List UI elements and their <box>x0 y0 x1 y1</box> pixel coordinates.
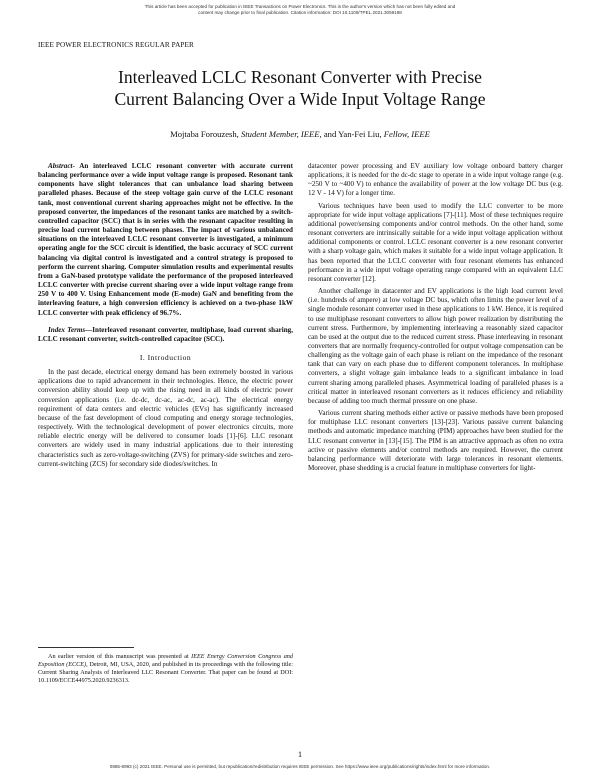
paper-title <box>20 66 580 110</box>
author-2-name: and Yan-Fei Liu, <box>323 129 382 139</box>
right-column <box>308 162 563 473</box>
left-column <box>38 162 293 469</box>
section-heading-introduction: I. Introduction <box>139 352 192 362</box>
title-line-1: Interleaved LCLC Resonant Converter with Precise <box>118 67 482 87</box>
index-terms <box>38 326 293 344</box>
copyright-notice: 0885-8993 (c) 2021 IEEE. Personal use is permitted, but republication/redistribution requires IEEE permission. See https://www.ieee.org/publications/rights/index.html for more information. <box>109 764 491 769</box>
intro-paragraph-1: In the past decade, electrical energy demand has been extremely boosted in various applications due to rapid advancement in their technologies. Hence, the electric power conversion ability should keep up with the rising need in all kinds of electric power conversion applications (i.e. dc-dc, dc-ac, ac-dc, ac-ac). The electrical energy requirement of data centers and electric vehicles (EVs) has significantly increased because of the fast development of cloud computing and energy storage technologies, respectively. With the technological development of power electronics circuits, more reliable electric energy will be delivered to consumer loads [1]-[6]. LLC resonant converters are widely used in many industrial applications due to their interesting characteristics such as zero-voltage-switching (ZVS) for primary-side switches and zero-current-switching (ZCS) for secondary side diodes/switches. In <box>38 368 293 468</box>
journal-header: IEEE POWER ELECTRONICS REGULAR PAPER <box>38 41 194 49</box>
footnote-part-1: An earlier version of this manuscript was presented at <box>48 653 189 660</box>
publication-notice <box>0 4 600 16</box>
index-terms-text: —Interleaved resonant converter, multiphase, load current sharing, LCLC resonant converter, switch-controlled capacitor (SCC). <box>38 325 294 343</box>
author-1-role: Student Member, IEEE, <box>241 129 322 139</box>
footnote-part-2: , Detroit, MI, USA, 2020, and published in its proceedings with the following title: Current Sharing Analysis of Interleaved LLC Resonant Converter. That paper can be found at DOI: 10.1109/ECCE44975.2020.9236313. <box>38 661 294 684</box>
body-paragraph-1: datacenter power processing and EV auxiliary low voltage onboard battery charger applications, it is needed for the dc-dc stage to operate in a wide input voltage range (e.g. ~250 V to ~400 V) to enhance the availability of power at the low voltage DC bus (e.g. 12 V - 14 V) for a longer time. <box>308 162 563 198</box>
body-paragraph-4: Various current sharing methods either active or passive methods have been proposed for multiphase LLC resonant converters [13]-[23]. Various passive current balancing methods and automatic impedance matching (PIM) approaches have been studied for the LLC resonant converter in [13]-[15]. The PIM is an attractive approach as often no extra active or passive elements and/or control methods are required. However, the current balancing performance will deteriorate with large tolerances in resonant elements. Moreover, phase shedding is a crucial feature in multiphase converters for light- <box>308 409 563 472</box>
author-2-role: Fellow, IEEE <box>383 129 430 139</box>
abstract-label: Abstract <box>48 162 73 170</box>
publication-notice-line-1: This article has been accepted for publication in IEEE Transactions on Power Electronics. This is the author's version which has not been fully edited and <box>144 4 456 9</box>
body-paragraph-3: Another challenge in datacenter and EV applications is the high load current level (i.e. hundreds of ampere) at low voltage DC bus, which often limits the power level of a single module resonant converter used in these applications to 1 kW. Hence, it is required to use multiphase resonant converters to allow high power realization by distributing the current stress. Furthermore, by implementing interleaving a reasonably sized capacitor can be used at the output due to the reduced current stress. Phase interleaving in resonant converters that are normally frequency-controlled for output voltage compensation can be challenging as the voltage gain of each phase is reliant on the impedance of the resonant tank that can vary on each phase due to different component tolerances. In multiphase converters, a slight voltage gain imbalance leads to a significant imbalance in load current sharing among paralleled phases. Asymmetrical loading of paralleled phases is a critical matter in interleaved resonant converters as it reduces efficiency and reliability because of adding too much thermal pressure on one phase. <box>308 287 563 405</box>
body-paragraph-2: Various techniques have been used to modify the LLC converter to be more appropriate for wide input voltage applications [7]-[11]. Most of these techniques require additional power/sensing components and/or control methods. On the other hand, some resonant converters are intrinsically suitable for a wide input voltage application without additional components or control. LCLC resonant converter is a new resonant converter with a sharp voltage gain, which makes it suitable for a wide input voltage application. It has been reported that the LCLC converter with four resonant elements has enhanced performance in a wide input voltage operating range compared with an equivalent LLC resonant converter [12]. <box>308 201 563 283</box>
page-number: 1 <box>297 749 303 759</box>
footnote <box>38 653 293 685</box>
title-line-2: Current Balancing Over a Wide Input Voltage Range <box>114 89 486 109</box>
footnote-divider <box>38 647 134 648</box>
index-terms-label: Index Terms <box>48 325 86 334</box>
footnote-venue: IEEE Energy Conversion Congress and Exposition (ECCE) <box>38 653 293 668</box>
author-1-name: Mojtaba Forouzesh, <box>170 129 239 139</box>
abstract-text: - An interleaved LCLC resonant converter with accurate current balancing performance over a wide input voltage range is proposed. Resonant tank components have slight tolerances that can unbalance load sharing between paralleled phases. Because of the steep voltage gain curve of the LCLC resonant tank, most conventional current sharing approaches might not be effective. In the proposed converter, the impedances of the resonant tanks are matched by a switch-controlled capacitor (SCC) that is in series with the resonant capacitor resulting in precise load current balancing between phases. The impact of various unbalanced situations on the interleaved LCLC resonant converter is investigated, a minimum operating angle for the SCC circuit is identified, the basic accuracy of SCC current balancing via digital control is investigated and a control strategy is proposed to perform the current sharing. Computer simulation results and experimental results from a GaN-based prototype validate the performance of the proposed interleaved LCLC converter with precise current sharing over a wide input voltage range from 250 V to 400 V. Using Enhancement mode (E-mode) GaN and benefiting from the interleaving feature, a high conversion efficiency is achieved on a two-phase 1kW LCLC converter with peak efficiency of 96.7%. <box>38 162 293 317</box>
abstract <box>38 162 293 318</box>
publication-notice-line-2: content may change prior to final publication. Citation information: DOI 10.1109/TPEL.2021.3059198 <box>198 10 402 15</box>
author-line <box>0 129 600 139</box>
